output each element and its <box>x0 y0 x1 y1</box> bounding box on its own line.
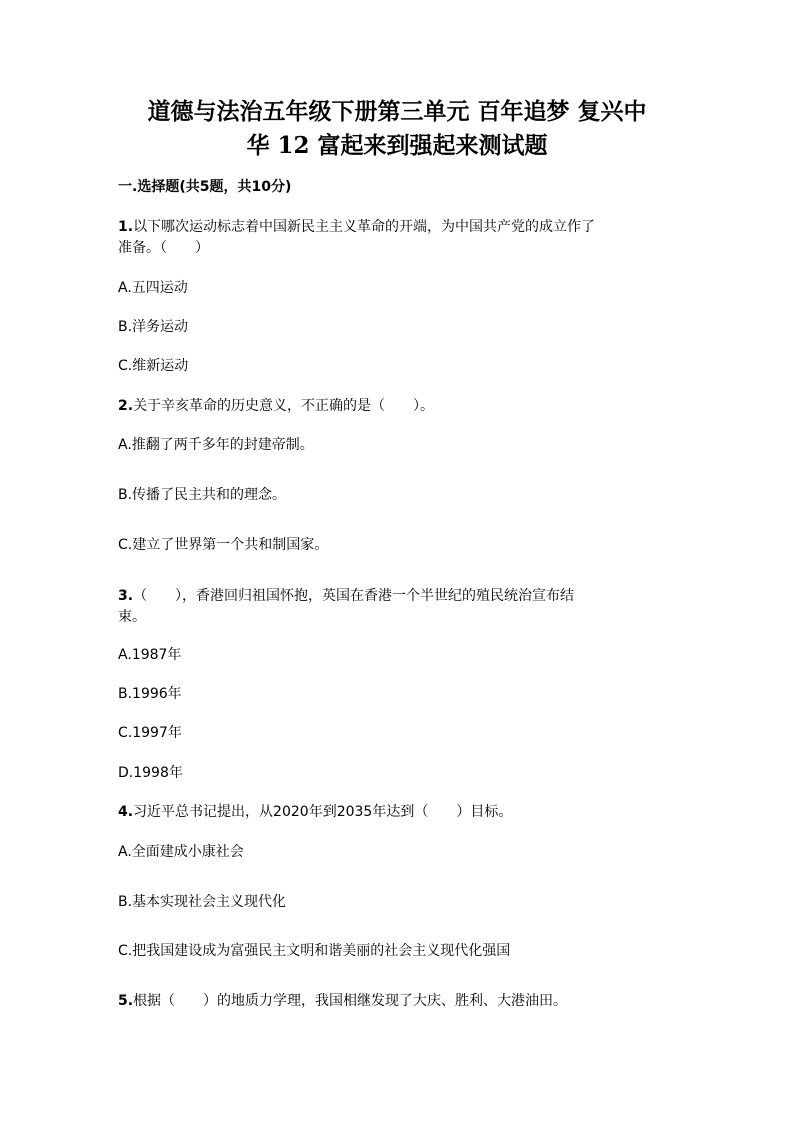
question-text: 根据（ ）的地质力学理，我国相继发现了大庆、胜利、大港油田。 <box>133 993 568 1009</box>
question-5-stem <box>118 990 567 1012</box>
question-4-option-a: A.全面建成小康社会 <box>118 844 244 860</box>
question-1-option-a: A.五四运动 <box>118 280 188 296</box>
question-3-stem-cont: 束。 <box>118 609 146 625</box>
question-text: （ ），香港回归祖国怀抱，英国在香港一个半世纪的殖民统治宣布结 <box>133 588 575 604</box>
document-title-line1: 道德与法治五年级下册第三单元 百年追梦 复兴中 <box>147 98 647 125</box>
question-number: 4. <box>118 804 134 820</box>
question-number: 5. <box>118 993 134 1009</box>
section-heading: 一.选择题(共5题，共10分) <box>118 179 292 195</box>
question-4-stem <box>118 801 512 823</box>
question-number: 1. <box>118 219 134 235</box>
question-3-option-c: C.1997年 <box>118 725 182 741</box>
question-text: 习近平总书记提出，从2020年到2035年达到（ ）目标。 <box>133 804 513 820</box>
question-2-option-c: C.建立了世界第一个共和制国家。 <box>118 537 329 553</box>
question-3-option-b: B.1996年 <box>118 686 182 702</box>
question-4-option-b: B.基本实现社会主义现代化 <box>118 894 287 910</box>
question-1-option-c: C.维新运动 <box>118 358 189 374</box>
question-4-option-c: C.把我国建设成为富强民主文明和谐美丽的社会主义现代化强国 <box>118 943 511 959</box>
question-2-stem <box>118 395 434 417</box>
question-1-option-b: B.洋务运动 <box>118 319 189 335</box>
question-1-stem-cont: 准备。（ ） <box>118 240 209 256</box>
question-1-stem <box>118 216 595 238</box>
question-2-option-b: B.传播了民主共和的理念。 <box>118 487 287 503</box>
document-title-line2: 华 12 富起来到强起来测试题 <box>246 132 548 159</box>
question-number: 3. <box>118 588 134 604</box>
question-3-option-a: A.1987年 <box>118 647 182 663</box>
question-3-option-d: D.1998年 <box>118 765 183 781</box>
question-number: 2. <box>118 398 134 414</box>
question-text: 关于辛亥革命的历史意义，不正确的是（ ）。 <box>133 398 435 414</box>
question-text: 以下哪次运动标志着中国新民主主义革命的开端，为中国共产党的成立作了 <box>133 219 596 235</box>
question-2-option-a: A.推翻了两千多年的封建帝制。 <box>118 437 314 453</box>
question-3-stem <box>118 585 574 607</box>
